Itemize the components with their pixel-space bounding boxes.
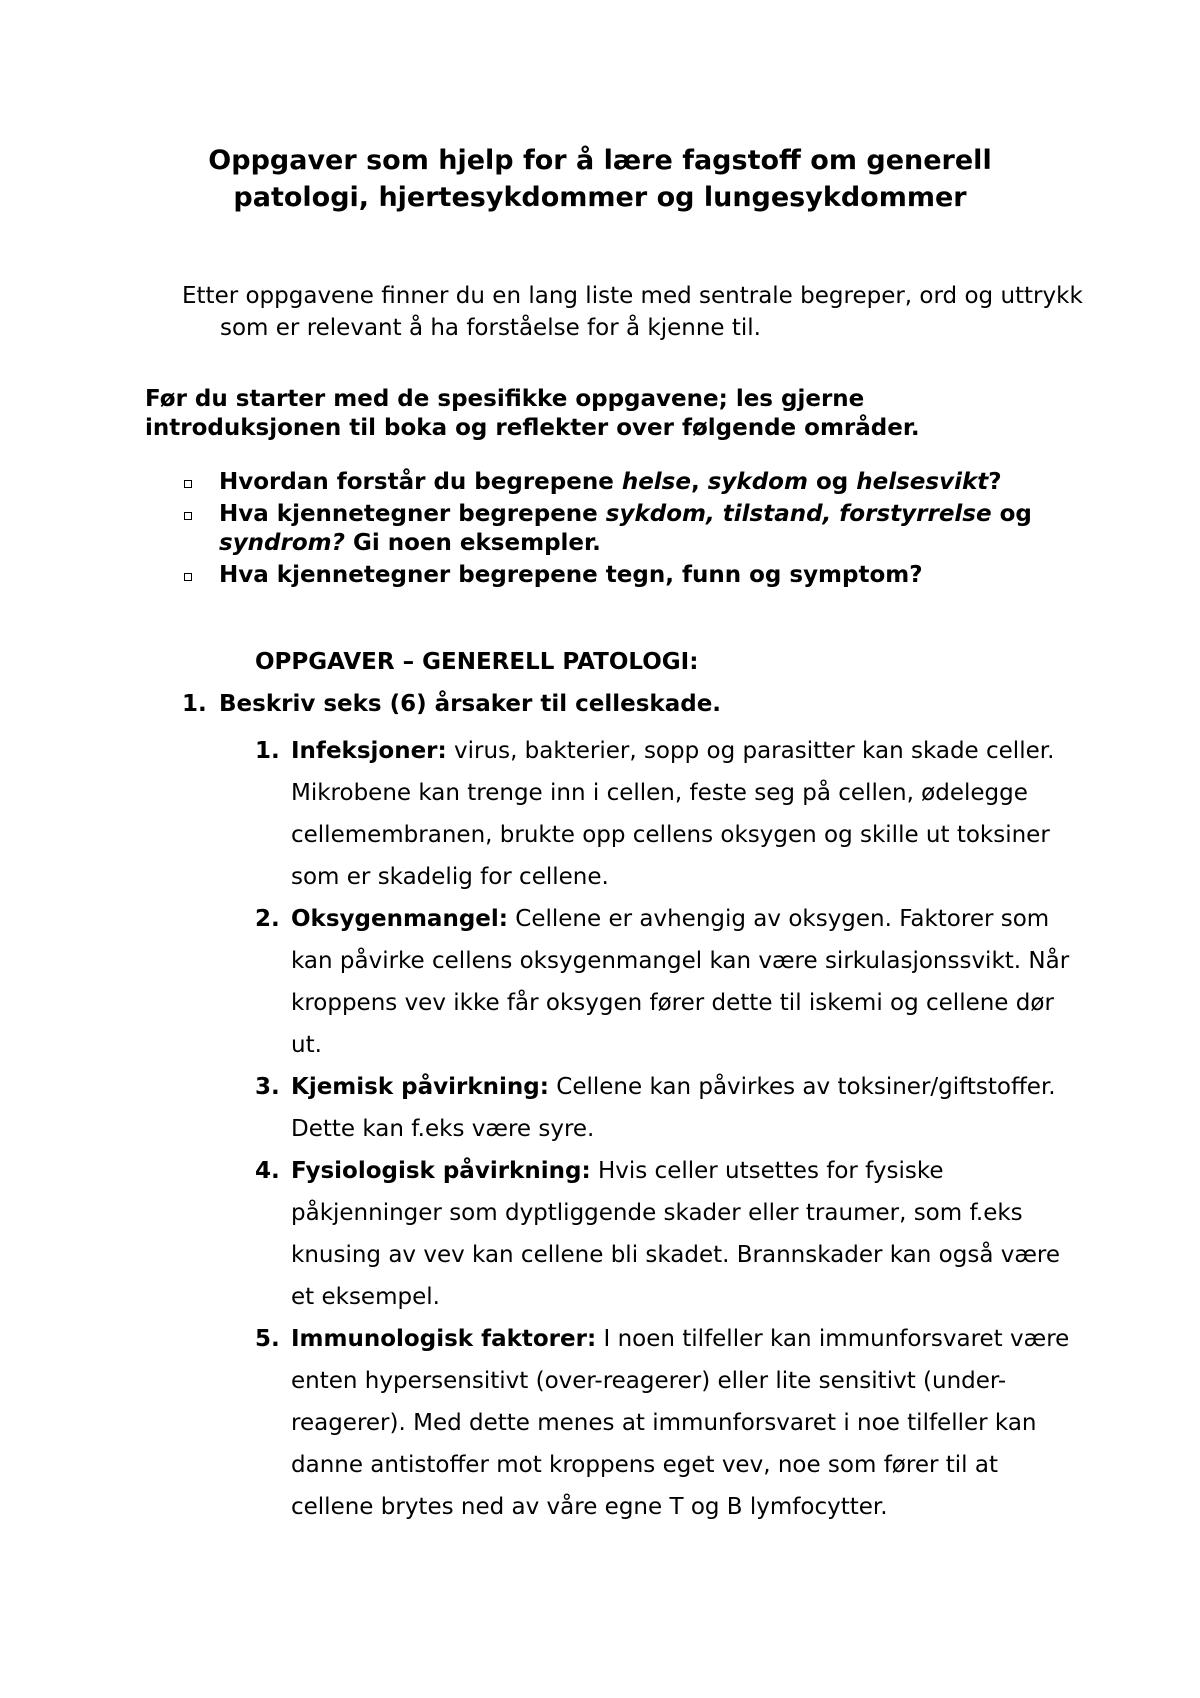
square-bullet-icon — [184, 573, 192, 581]
cause-text: Cellene er avhengig av oksygen. Faktorer som kan påvirke cellens oksygenmangel kan være sirkulasjonssvikt. Når kroppens vev ikke får oksygen fører dette til iskemi og cellene dør ut. — [291, 906, 1070, 1058]
cause-number: 3. — [255, 1074, 280, 1100]
title-line-2: patologi, hjertesykdommer og lungesykdommer — [233, 182, 967, 213]
cause-text: I noen tilfeller kan immunforsvaret være enten hypersensitivt (over-reagerer) eller lite sensitivt (under-reagerer). Med dette menes at immunforsvaret i noe tilfeller kan danne antistoffer mot kroppens eget vev, noe som fører til at cellene brytes ned av våre egne T og B lymfocytter. — [291, 1326, 1070, 1520]
task-number: 1. — [182, 691, 207, 717]
task-item — [182, 689, 1082, 719]
cause-list — [252, 730, 1072, 1528]
before-line-2: introduksjonen til boka og reflekter over følgende områder. — [145, 415, 920, 441]
cause-text: Hvis celler utsettes for fysiske påkjenninger som dyptliggende skader eller traumer, som f.eks knusing av vev kan cellene bli skadet. Brannskader kan også være et eksempel. — [291, 1158, 1061, 1310]
cause-item — [252, 1318, 1072, 1528]
square-bullet-icon — [184, 512, 192, 520]
document-title — [120, 142, 1080, 216]
square-bullet-icon — [184, 480, 192, 488]
bullet-item: Hva kjennetegner begrepene sykdom, tilstand, forstyrrelse og syndrom? Gi noen eksempler. — [182, 500, 1062, 558]
title-line-1: Oppgaver som hjelp for å lære fagstoff om generell — [208, 145, 992, 176]
before-you-start-paragraph — [145, 385, 1045, 443]
section-heading: OPPGAVER – GENERELL PATOLOGI: — [255, 649, 699, 675]
cause-text: virus, bakterier, sopp og parasitter kan skade celler. Mikrobene kan trenge inn i cellen, feste seg på cellen, ødelegge cellemembranen, brukte opp cellens oksygen og skille ut toksiner som er skadelig for cellene. — [291, 738, 1055, 890]
before-line-1: Før du starter med de spesifikke oppgavene; les gjerne — [145, 386, 865, 412]
cause-item — [252, 1150, 1072, 1318]
cause-item — [252, 1066, 1072, 1150]
intro-paragraph: Etter oppgavene finner du en lang liste med sentrale begreper, ord og uttrykk som er relevant å ha forståelse for å kjenne til. — [182, 283, 1083, 341]
cause-item — [252, 898, 1072, 1066]
cause-item — [252, 730, 1072, 898]
bullet-item: Hva kjennetegner begrepene tegn, funn og symptom? — [182, 561, 1062, 590]
cause-number: 2. — [255, 906, 280, 932]
task-text: Beskriv seks (6) årsaker til celleskade. — [219, 691, 722, 717]
cause-term: Fysiologisk påvirkning: — [291, 1158, 591, 1184]
cause-number: 5. — [255, 1326, 280, 1352]
cause-term: Immunologisk faktorer: — [291, 1326, 597, 1352]
cause-term: Oksygenmangel: — [291, 906, 508, 932]
reflection-bullet-list — [182, 468, 1062, 593]
cause-number: 1. — [255, 738, 280, 764]
cause-term: Infeksjoner: — [291, 738, 447, 764]
cause-number: 4. — [255, 1158, 280, 1184]
bullet-item: Hvordan forstår du begrepene helse, sykdom og helsesvikt? — [182, 468, 1062, 497]
cause-term: Kjemisk påvirkning: — [291, 1074, 549, 1100]
cause-text: Cellene kan påvirkes av toksiner/giftstoffer. Dette kan f.eks være syre. — [291, 1074, 1056, 1142]
